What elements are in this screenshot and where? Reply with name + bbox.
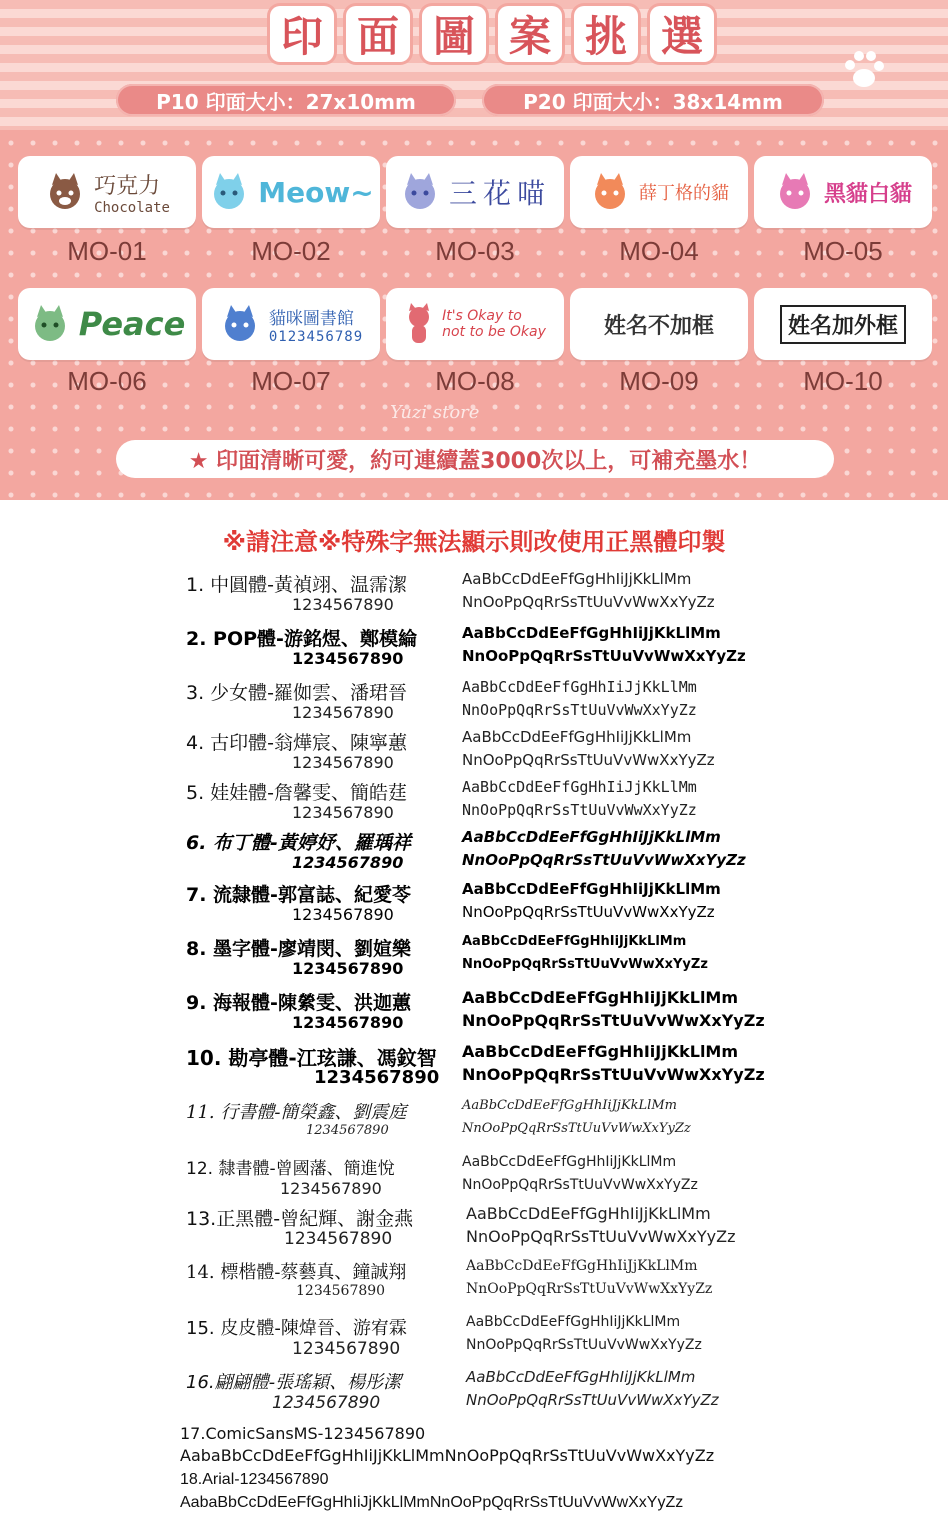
cat-icon xyxy=(774,171,816,213)
font-sample: AaBbCcDdEeFfGgHhIiJjKkLlMm xyxy=(462,828,721,846)
watermark: Yuzi store xyxy=(390,402,480,423)
stamp-subtext: Chocolate xyxy=(94,199,170,216)
paw-icon xyxy=(840,48,888,92)
font-sample: NnOoPpQqRrSsTtUuVvWwXxYyZz xyxy=(462,957,708,972)
font-sample: AaBbCcDdEeFfGgHhIiJjKkLlMm xyxy=(466,1258,698,1274)
page-title xyxy=(270,6,714,62)
title-char: 案 xyxy=(498,6,562,62)
cat-icon xyxy=(208,171,250,213)
stamp-code: MO-01 xyxy=(67,236,147,266)
font-sample: AaBbCcDdEeFfGgHhIiJjKkLlMm xyxy=(462,1042,739,1061)
font-option[interactable] xyxy=(186,988,786,1038)
stamp-code: MO-04 xyxy=(619,236,699,266)
stamp-option-mo-01[interactable] xyxy=(18,156,196,228)
cat-icon xyxy=(44,171,86,213)
font-name: 5. 娃娃體-詹馨雯、簡皓莛 xyxy=(186,782,408,804)
cat-icon xyxy=(589,171,631,213)
stamp-option-mo-06[interactable] xyxy=(18,288,196,360)
font-digits: 1234567890 xyxy=(292,753,394,772)
font-warning: ※請注意※特殊字無法顯示則改使用正黑體印製 xyxy=(222,528,726,556)
font-sample: NnOoPpQqRrSsTtUuVvWwXxYyZz xyxy=(466,1281,713,1297)
title-char: 挑 xyxy=(574,6,638,62)
font-name: 2. POP體-游銘煜、鄭模綸 xyxy=(186,628,417,650)
font-sample: AaBbCcDdEeFfGgHhIiJjKkLlMm xyxy=(462,678,697,696)
font-digits: 1234567890 xyxy=(292,905,394,924)
font-option[interactable] xyxy=(186,1154,786,1204)
title-char: 面 xyxy=(346,6,410,62)
stamp-text: 薛丁格的貓 xyxy=(639,183,729,204)
font-option[interactable] xyxy=(186,728,786,778)
font-sample: AaBbCcDdEeFfGgHhIiJjKkLlMm xyxy=(462,624,721,642)
font-sample: AaBbCcDdEeFfGgHhIiJjKkLlMm xyxy=(466,1368,696,1386)
font-digits: 1234567890 xyxy=(306,1123,389,1138)
font-option[interactable] xyxy=(186,828,786,878)
notice-banner: ★ 印面清晰可愛，約可連續蓋3000次以上，可補充墨水！ xyxy=(116,440,834,478)
stamp-option-mo-04[interactable] xyxy=(570,156,748,228)
font-name: 10. 勘亭體-江玹謙、馮鈫智 xyxy=(186,1046,437,1070)
font-sample: AaBbCcDdEeFfGgHhIiJjKkLlMm xyxy=(466,1314,681,1330)
font-digits: 1234567890 xyxy=(292,649,404,668)
font-sample: NnOoPpQqRrSsTtUuVvWwXxYyZz xyxy=(462,701,697,719)
font-sample: AabaBbCcDdEeFfGgHhIiJjKkLlMmNnOoPpQqRrSsTtUuVvWwXxYyZz xyxy=(180,1494,684,1511)
font-sample: AaBbCcDdEeFfGgHhIiJjKkLlMm xyxy=(462,570,692,588)
font-name: 6. 布丁體-黃婷妤、羅瑀祥 xyxy=(186,832,411,854)
font-option-comic-sans[interactable]: 17.ComicSansMS-1234567890 xyxy=(180,1424,426,1443)
font-digits: 1234567890 xyxy=(292,853,404,872)
stamp-code: MO-02 xyxy=(251,236,331,266)
font-sample: AaBbCcDdEeFfGgHhIiJjKkLlMm xyxy=(462,988,739,1007)
stamp-option-mo-05[interactable] xyxy=(754,156,932,228)
stamp-code: MO-05 xyxy=(803,236,883,266)
title-char: 印 xyxy=(270,6,334,62)
font-name: 11. 行書體-簡榮鑫、劉震庭 xyxy=(186,1102,407,1123)
size-p10-label: P10 印面大小：27x10mm xyxy=(116,84,456,116)
font-name: 12. 隸書體-曾國藩、簡進悅 xyxy=(186,1159,395,1179)
font-name: 13.正黑體-曾紀輝、謝金燕 xyxy=(186,1208,414,1230)
stamp-text: 貓咪圖書館 xyxy=(268,308,354,329)
cat-icon xyxy=(399,171,441,213)
font-option-arial[interactable]: 18.Arial-1234567890 xyxy=(180,1471,329,1488)
stamp-text: 黑貓白貓 xyxy=(823,181,912,207)
cat-icon xyxy=(219,303,261,345)
font-option[interactable] xyxy=(186,624,786,674)
font-name: 7. 流隸體-郭富誌、紀愛苓 xyxy=(186,884,411,906)
font-sample: AaBbCcDdEeFfGgHhIiJjKkLlMm xyxy=(462,728,692,746)
stamp-code: MO-09 xyxy=(619,366,699,396)
title-char: 選 xyxy=(650,6,714,62)
font-option[interactable] xyxy=(186,880,786,930)
font-sample: NnOoPpQqRrSsTtUuVvWwXxYyZz xyxy=(462,851,746,869)
font-name: 14. 標楷體-蔡藝真、鐘誠翔 xyxy=(186,1262,407,1283)
font-digits: 1234567890 xyxy=(280,1179,382,1198)
font-sample: NnOoPpQqRrSsTtUuVvWwXxYyZz xyxy=(462,647,746,665)
stamp-text: It's Okay to xyxy=(442,308,522,324)
stamp-subtext: 0123456789 xyxy=(268,328,364,345)
font-sample: NnOoPpQqRrSsTtUuVvWwXxYyZz xyxy=(466,1391,719,1409)
font-digits: 1234567890 xyxy=(292,595,394,614)
font-name: 15. 皮皮體-陳煒晉、游宥霖 xyxy=(186,1318,407,1339)
font-sample: AabaBbCcDdEeFfGgHhIiJjKkLlMmNnOoPpQqRrSsTtUuVvWwXxYyZz xyxy=(180,1446,715,1465)
font-digits: 1234567890 xyxy=(296,1283,386,1299)
stamp-option-mo-02[interactable] xyxy=(202,156,380,228)
font-sample: AaBbCcDdEeFfGgHhIiJjKkLlMm xyxy=(462,778,697,796)
size-p20-label: P20 印面大小：38x14mm xyxy=(482,84,824,116)
stamp-option-mo-03[interactable] xyxy=(386,156,564,228)
font-sample: NnOoPpQqRrSsTtUuVvWwXxYyZz xyxy=(462,1065,765,1084)
font-sample: NnOoPpQqRrSsTtUuVvWwXxYyZz xyxy=(462,903,715,921)
font-option[interactable] xyxy=(186,934,786,984)
stamp-option-mo-09[interactable] xyxy=(570,288,748,360)
font-sample: NnOoPpQqRrSsTtUuVvWwXxYyZz xyxy=(462,593,715,611)
font-digits: 1234567890 xyxy=(314,1067,440,1088)
stamp-code: MO-07 xyxy=(251,366,331,396)
font-digits: 1234567890 xyxy=(292,959,404,978)
font-digits: 1234567890 xyxy=(292,1013,404,1032)
font-sample: AaBbCcDdEeFfGgHhIiJjKkLlMm xyxy=(462,1154,677,1170)
stamp-code: MO-06 xyxy=(67,366,147,396)
stamp-text: 姓名加外框 xyxy=(780,305,906,344)
font-sample: AaBbCcDdEeFfGgHhIiJjKkLlMm xyxy=(462,880,721,898)
font-option[interactable] xyxy=(186,1314,786,1364)
stamp-text: 三花喵 xyxy=(448,177,551,210)
font-sample: NnOoPpQqRrSsTtUuVvWwXxYyZz xyxy=(462,1011,765,1030)
stamp-code: MO-10 xyxy=(803,366,883,396)
stamp-code: MO-03 xyxy=(435,236,515,266)
font-name: 3. 少女體-羅侞雲、潘珺晉 xyxy=(186,682,408,704)
font-sample: NnOoPpQqRrSsTtUuVvWwXxYyZz xyxy=(466,1227,736,1246)
stamp-text: Meow~ xyxy=(258,175,374,209)
font-name: 16.翩翩體-張瑤穎、楊彤潔 xyxy=(186,1372,402,1393)
font-name: 1. 中圓體-黃禎翊、温霈潔 xyxy=(186,574,408,596)
font-sample: NnOoPpQqRrSsTtUuVvWwXxYyZz xyxy=(462,751,715,769)
stamp-subtext: not to be Okay xyxy=(442,324,546,340)
font-option[interactable] xyxy=(186,1098,786,1148)
font-digits: 1234567890 xyxy=(272,1393,381,1413)
font-sample: AaBbCcDdEeFfGgHhIiJjKkLlMm xyxy=(462,1098,677,1113)
font-sample: NnOoPpQqRrSsTtUuVvWwXxYyZz xyxy=(462,1121,691,1136)
font-sample: NnOoPpQqRrSsTtUuVvWwXxYyZz xyxy=(462,1177,698,1193)
font-sample: NnOoPpQqRrSsTtUuVvWwXxYyZz xyxy=(466,1337,702,1353)
font-option[interactable] xyxy=(186,1042,786,1092)
font-digits: 1234567890 xyxy=(292,703,394,722)
stamp-option-mo-10[interactable] xyxy=(754,288,932,360)
font-digits: 1234567890 xyxy=(292,803,394,822)
font-option[interactable] xyxy=(186,678,786,728)
font-option[interactable] xyxy=(186,1368,786,1418)
font-name: 4. 古印體-翁燁宸、陳寧蕙 xyxy=(186,732,408,754)
stamp-option-mo-07[interactable] xyxy=(202,288,380,360)
font-option[interactable] xyxy=(186,778,786,828)
font-sample: AaBbCcDdEeFfGgHhIiJjKkLlMm xyxy=(462,934,687,949)
font-option[interactable] xyxy=(186,1204,786,1254)
stamp-option-mo-08[interactable] xyxy=(386,288,564,360)
font-name: 9. 海報體-陳縈雯、洪迦蕙 xyxy=(186,992,411,1014)
stamp-code: MO-08 xyxy=(435,366,515,396)
font-option[interactable] xyxy=(186,1258,786,1308)
font-name: 8. 墨字體-廖靖閔、劉媗樂 xyxy=(186,938,411,960)
font-option[interactable] xyxy=(186,570,786,620)
font-sample: AaBbCcDdEeFfGgHhIiJjKkLlMm xyxy=(466,1204,711,1223)
stamp-text: Peace xyxy=(78,305,186,343)
font-digits: 1234567890 xyxy=(292,1339,401,1359)
stamp-text: 巧克力 xyxy=(94,173,161,199)
cat-icon xyxy=(29,303,71,345)
cat-icon xyxy=(404,303,434,345)
stamp-text: 姓名不加框 xyxy=(603,313,714,339)
font-digits: 1234567890 xyxy=(284,1229,393,1249)
design-banner xyxy=(0,0,948,500)
title-char: 圖 xyxy=(422,6,486,62)
font-sample: NnOoPpQqRrSsTtUuVvWwXxYyZz xyxy=(462,801,697,819)
